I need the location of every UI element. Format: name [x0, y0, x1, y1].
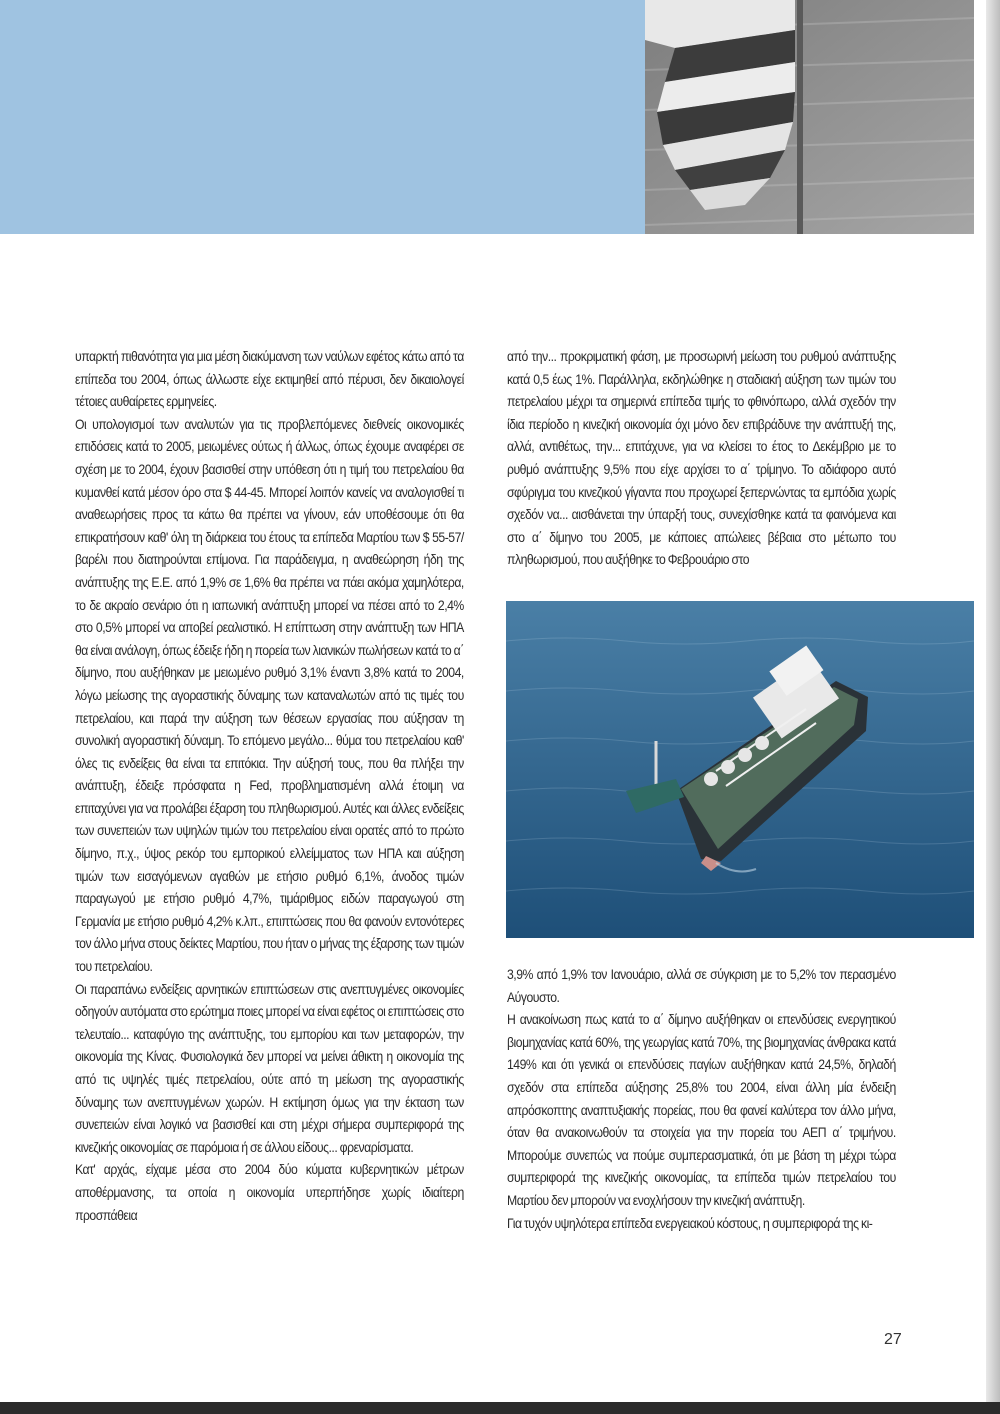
tanker-ship-photo: [506, 601, 974, 938]
right-text-column-top: [507, 346, 896, 572]
paragraph: 3,9% από 1,9% τον Ιανουάριο, αλλά σε σύγκριση με το 5,2% τον περασμένο Αύγουστο.: [507, 967, 896, 1005]
page-edge-shadow: [986, 0, 1000, 1414]
bottom-scan-edge: [0, 1402, 1000, 1414]
paragraph: Κατ' αρχάς, είχαμε μέσα στο 2004 δύο κύματα κυβερνητικών μέτρων αποθέρμανσης, τα οποία η οικονομία υπερπήδησε χωρίς ιδιαίτερη προσπάθεια: [75, 1162, 464, 1223]
paragraph: Οι παραπάνω ενδείξεις αρνητικών επιπτώσεων στις ανεπτυγμένες οικονομίες οδηγούν αυτόματα στο ερώτημα ποιες μπορεί να είναι εφέτος οι επιπτώσεις στο τελευταίο... καταφύγιο της ανάπτυξης, του εμπορίου και των μεταφορών, την οικονομία της Κίνας. Φυσιολογικά δεν μπορεί να μείνει άθικτη η οικονομία της από τις υψηλές τιμές πετρελαίου, ούτε από τη μείωση της αγοραστικής δύναμης των ανεπτυγμένων χωρών. Η εκτίμηση όμως για την έκταση των συνεπειών είναι λογικό να βασισθεί και στη μέχρι σήμερα συμπεριφορά της κινεζικής οικονομίας σε παρόμοια ή σε άλλου είδους... φρεναρίσματα.: [75, 981, 464, 1155]
right-text-column-bottom: [507, 964, 896, 1235]
paragraph: Για τυχόν υψηλότερα επίπεδα ενεργειακού κόστους, η συμπεριφορά της κι-: [507, 1215, 873, 1231]
paragraph: Οι υπολογισμοί των αναλυτών για τις προβλεπόμενες διεθνείς οικονομικές επιδόσεις κατά το 2005, μειωμένες ούτως ή άλλως, όπως έχουμε αναφέρει σε σχέση με το 2004, έχουν βασισθεί στην υπόθεση ότι η τιμή του πετρελαίου θα κυμανθεί κατά μέσον όρο στα $ 44-45. Μπορεί λοιπόν κανείς να αναλογισθεί τι αναθεωρήσεις προς τα κάτω θα πρέπει να γίνουν, εάν υποθέσουμε ότι θα επικρατήσουν καθ' όλη τη διάρκεια του έτους τα επίπεδα Μαρτίου των $ 55-57/βαρέλι που διατηρούνται επίμονα. Για παράδειγμα, η αναθεώρηση ήδη της ανάπτυξης της Ε.Ε. από 1,9% σε 1,6% θα πρέπει να πάει ακόμα χαμηλότερα, το δε ακραίο σενάριο ότι η ιαπωνική ανάπτυξη μπορεί να πέσει από το 2,4% στο 0,5% μπορεί να αποβεί ρεαλιστικό. Η επίπτωση στην ανάπτυξη των ΗΠΑ θα είναι ανάλογη, όπως έδειξε ήδη η πορεία των λιανικών πωλήσεων κατά το α΄ δίμηνο, που αυξήθηκαν με μειωμένο ρυθμό 3,1% έναντι 3,8% κατά το 2004, λόγω μείωσης της αγοραστικής δύναμης των καταναλωτών από τις τιμές του πετρελαίου, και παρά την αύξηση των θέσεων εργασίας που αύξησαν τη συνολική αγοραστική δύναμη. Το επόμενο μεγάλο... θύμα του πετρελαίου καθ' όλες τις ενδείξεις θα είναι τα επιτόκια. Την αύξησή τους, που θα πλήξει την ανάπτυξη, έδειξε πρόσφατα η Fed, προβληματισμένη αλλά έτοιμη να επιταχύνει για να προλάβει έξαρση του πληθωρισμού. Αυτές και άλλες ενδείξεις των συνεπειών των υψηλών τιμών του πετρελαίου είναι ορατές από το πρώτο δίμηνο, π.χ., ύψος ρεκόρ του εμπορικού ελλείμματος των ΗΠΑ και αύξηση τιμών των εισαγόμενων αγαθών με ετήσιο ρυθμό 6,1%, άνοδος τιμών παραγωγού με ετήσιο ρυθμό 4,7%, τιμάριθμος ειδών παραγωγού στη Γερμανία με ετήσιο ρυθμό 4,2% κ.λπ., επιπτώσεις που θα φανούν εντονότερες τον άλλο μήνα στους δείκτες Μαρτίου, που ήταν ο μήνας της έξαρσης των τιμών του πετρελαίου.: [75, 416, 464, 975]
header-blue-band: [0, 0, 645, 234]
paragraph: από την... προκριματική φάση, με προσωρινή μείωση του ρυθμού ανάπτυξης κατά 0,5 έως 1%. Παράλληλα, εκδηλώθηκε η σταδιακή αύξηση των τιμών του πετρελαίου μέχρι τα σημερινά επίπεδα τιμής το φθινόπωρο, αλλά σχεδόν την ίδια περίοδο η κινεζική οικονομία όχι μόνο δεν επιβράδυνε την ανάπτυξή της, αλλά, αντιθέτως, την... επιτάχυνε, για να κλείσει το έτος το Δεκέμβριο με το ρυθμό ανάπτυξης 9,5% που είχε αρχίσει το α΄ τρίμηνο. Το αδιάφορο αυτό σφύριγμα του κινεζικού γίγαντα που προχωρεί ξεπερνώντας τα εμπόδια χωρίς σχεδόν να... αισθάνεται την ύπαρξή τους, συνεχίσθηκε κατά τα φαινόμενα και στο α΄ δίμηνο του 2005, με κάποιες απώλειες βέβαια στο μέτωπο του πληθωρισμού, που αυξήθηκε το Φεβρουάριο στο: [507, 349, 896, 568]
paragraph: Η ανακοίνωση πως κατά το α΄ δίμηνο αυξήθηκαν οι επενδύσεις ενεργητικού βιομηχανίας κατά 60%, της γεωργίας κατά 70%, της βιομηχανίας άνθρακα κατά 149% και ότι γενικά οι επενδύσεις παγίων αυξήθηκαν κατά 24,5%, δηλαδή σχεδόν στα επίπεδα αύξησης 25,8% του 2004, είναι άλλη μία ένδειξη απρόσκοπτης αναπτυξιακής πορείας, που θα φανεί καλύτερα τον άλλο μήνα, όταν θα ανακοινωθούν τα στοιχεία για την πορεία του ΑΕΠ α΄ τριμήνου. Μπορούμε συνεπώς να πούμε συμπερασματικά, ότι με βάση τη μέχρι τώρα συμπεριφορά της κινεζικής οικονομίας, τα επίπεδα τιμών πετρελαίου του Μαρτίου δεν μπορούν να ενοχλήσουν την κινεζική ανάπτυξη.: [507, 1012, 896, 1208]
page-number: 27: [884, 1331, 902, 1348]
greek-flag-photo: [645, 0, 974, 234]
paragraph: υπαρκτή πιθανότητα για μια μέση διακύμανση των ναύλων εφέτος κάτω από τα επίπεδα του 2004, όπως άλλωστε είχε εκτιμηθεί από πέρυσι, δεν δικαιολογεί τέτοιες αυθαίρετες ερμηνείες.: [75, 349, 464, 410]
left-text-column: [75, 346, 464, 1227]
